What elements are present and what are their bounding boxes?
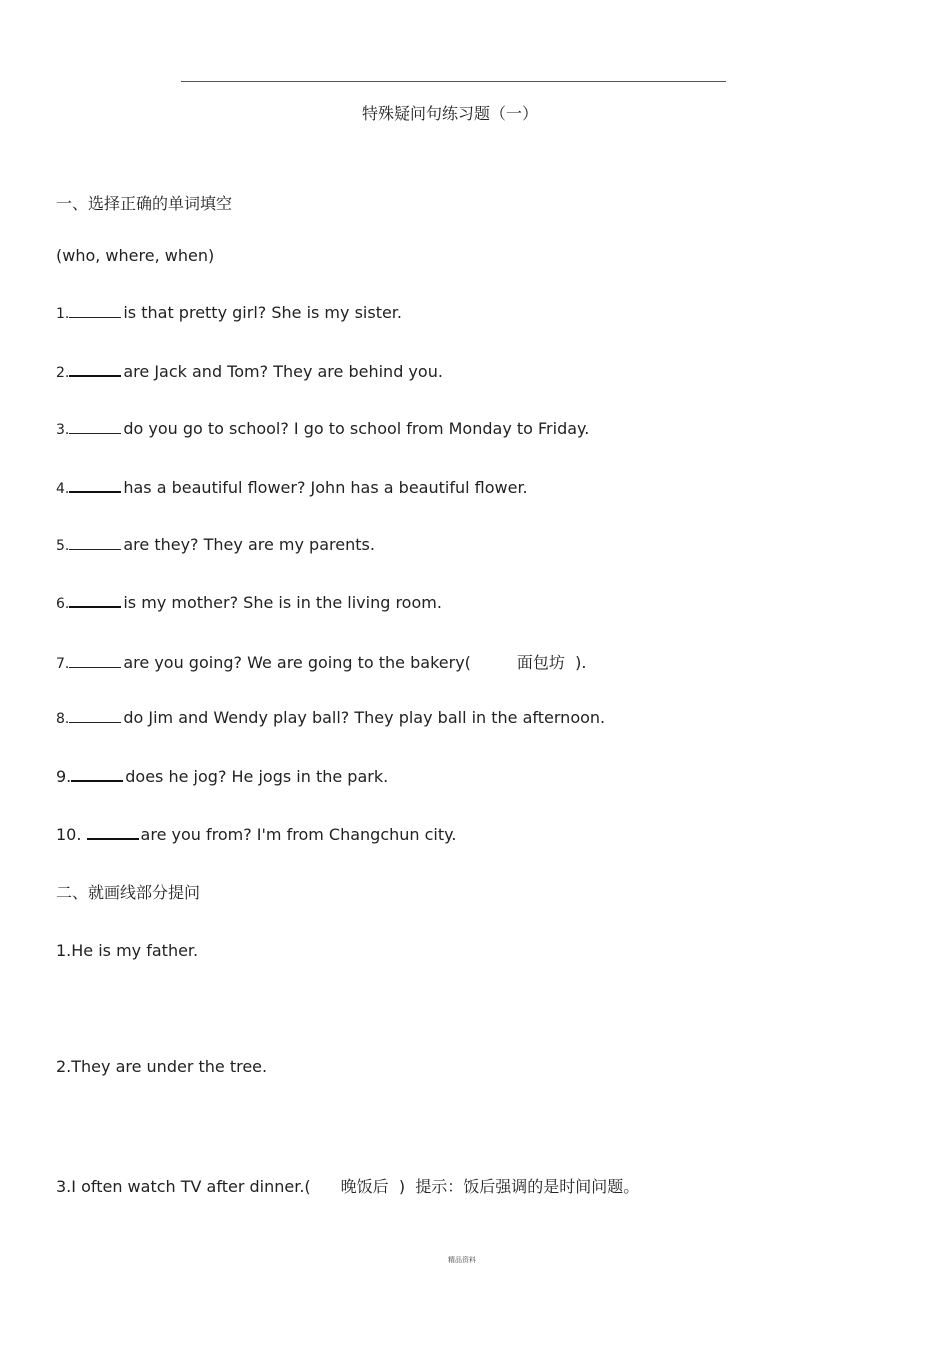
item-text: 3.I often watch TV after dinner.(: [56, 1177, 311, 1196]
header-rule: [181, 81, 726, 82]
answer-blank: [69, 592, 121, 608]
question-text: are Jack and Tom? They are behind you.: [123, 362, 443, 381]
question-number: 8.: [56, 711, 70, 727]
chinese-gloss: 晚饭后: [340, 1177, 389, 1196]
question-5: [56, 535, 375, 554]
question-number: 10.: [56, 825, 82, 844]
answer-blank: [69, 303, 121, 318]
section1-heading: 一、选择正确的单词填空: [56, 194, 233, 213]
question-number: 9.: [56, 767, 72, 786]
page-footer: 精品资料: [448, 1256, 476, 1264]
rewrite-item-1: 1.He is my father.: [56, 941, 199, 960]
question-10: [56, 824, 456, 844]
question-number: 6.: [56, 596, 70, 612]
chinese-gloss: 面包坊: [516, 653, 565, 672]
word-options: (who, where, when): [56, 246, 215, 265]
question-text: does he jog? He jogs in the park.: [125, 767, 389, 786]
question-9: [56, 766, 388, 786]
question-number: 5.: [56, 538, 70, 554]
question-text: are they? They are my parents.: [123, 535, 375, 554]
question-6: [56, 592, 442, 612]
rewrite-item-2: 2.They are under the tree.: [56, 1057, 268, 1076]
item-tail: ): [398, 1177, 406, 1196]
question-text: has a beautiful flower? John has a beautiful flower.: [123, 478, 528, 497]
question-number: 2.: [56, 365, 70, 381]
answer-blank: [69, 535, 121, 550]
hint-text: 提示：饭后强调的是时间问题。: [415, 1177, 640, 1196]
section2-heading: 二、就画线部分提问: [56, 883, 201, 902]
answer-blank: [69, 419, 121, 434]
question-text: is my mother? She is in the living room.: [123, 593, 442, 612]
question-text: do you go to school? I go to school from Monday to Friday.: [123, 419, 590, 438]
question-text: are you from? I'm from Changchun city.: [140, 825, 457, 844]
question-8: [56, 708, 605, 727]
answer-blank: [71, 766, 123, 782]
question-3: [56, 419, 589, 438]
question-tail: ).: [575, 653, 587, 672]
question-7: [56, 650, 586, 673]
answer-blank: [69, 361, 121, 377]
answer-blank: [87, 824, 139, 840]
question-text: are you going? We are going to the bakery(: [123, 653, 471, 672]
question-2: [56, 361, 443, 381]
question-number: 1.: [56, 306, 70, 322]
question-number: 4.: [56, 481, 70, 497]
answer-blank: [69, 653, 121, 668]
question-text: do Jim and Wendy play ball? They play ball in the afternoon.: [123, 708, 606, 727]
answer-blank: [69, 477, 121, 493]
question-text: is that pretty girl? She is my sister.: [123, 303, 402, 322]
question-4: [56, 477, 528, 497]
answer-blank: [69, 708, 121, 723]
question-number: 7.: [56, 656, 70, 672]
rewrite-item-3: [56, 1174, 639, 1197]
question-number: 3.: [56, 422, 70, 438]
page-title: 特殊疑问句练习题（一）: [361, 104, 538, 123]
question-1: [56, 303, 402, 322]
